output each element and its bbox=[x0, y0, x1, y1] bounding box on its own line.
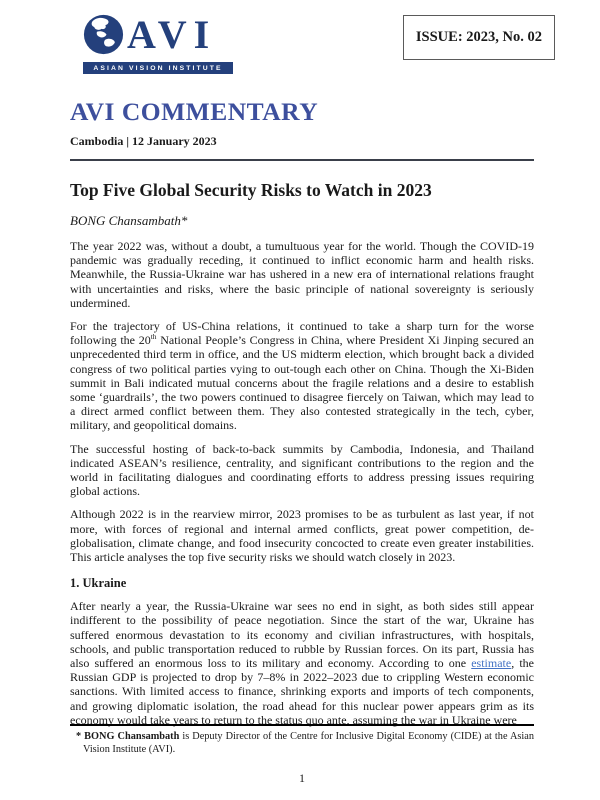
inline-link[interactable]: estimate bbox=[471, 656, 512, 671]
paragraph: The successful hosting of back-to-back summits by Cambodia, Indonesia, and Thailand indicated ASEAN’s resilience, centrality, and significant contributions to the region and the world in facilitating dialogues and coordinating efforts to address pressing issues requiring global actions. bbox=[70, 441, 534, 499]
paragraph: The year 2022 was, without a doubt, a tumultuous year for the world. Though the COVID-19 pandemic was gradually receding, it continued to inflict economic harm and health risks. Meanwhile, the Russia-Ukraine war has ushered in a new era of international relations fraught with uncertainties and risks, where the basic principle of national sovereignty is seriously undermined. bbox=[70, 239, 534, 310]
footnote-block bbox=[70, 724, 534, 757]
article-author: BONG Chansambath* bbox=[70, 213, 188, 228]
page-content bbox=[70, 0, 542, 800]
footnote-text: * BONG Chansambath is Deputy Director of the Centre for Inclusive Digital Economy (CIDE) at the Asian Vision Institute (AVI). bbox=[76, 731, 534, 755]
paragraph: Although 2022 is in the rearview mirror, 2023 promises to be as turbulent as last year, if not more, with forces of regional and internal armed conflicts, great power competition, de-globalisation, climate change, and food insecurity concocted to create even greater instabilities. This article analyses the top five security risks we should watch closely in 2023. bbox=[70, 507, 534, 565]
article-title: Top Five Global Security Risks to Watch in 2023 bbox=[70, 180, 432, 200]
page-number: 1 bbox=[299, 771, 305, 785]
logo-tagline: ASIAN VISION INSTITUTE bbox=[83, 62, 233, 74]
header bbox=[70, 0, 542, 74]
avi-logo bbox=[83, 14, 233, 74]
issue-number-box: ISSUE: 2023, No. 02 bbox=[403, 15, 555, 60]
footnote-rule bbox=[70, 724, 534, 726]
dateline: Cambodia | 12 January 2023 bbox=[70, 134, 217, 148]
paragraph: For the trajectory of US-China relations, it continued to take a sharp turn for the worse following the 20th National People’s Congress in China, where President Xi Jinping secured an unprecedented third term in office, and the US midterm election, which brought back a divided congress of two political parties vying to out-tough each other on China. Though the Xi-Biden summit in Bali indicated mutual concerns about the fragile relations and a desire to establish some ‘guardrails’, the two powers continued to disagree fiercely on Taiwan, which may lead to a direct armed conflict between them. They also contested strategically in the tech, cyber, military, and geopolitical domains. bbox=[70, 319, 535, 433]
logo-row bbox=[83, 14, 233, 60]
logo-acronym: AVI bbox=[127, 12, 217, 57]
masthead-title: AVI COMMENTARY bbox=[70, 97, 319, 126]
section-heading-ukraine: 1. Ukraine bbox=[70, 576, 127, 591]
paragraph: After nearly a year, the Russia-Ukraine war sees no end in sight, as both sides still appear indifferent to the possibility of peace negotiation. Since the start of the war, Ukraine has suffered enormous devastation to its economy and civilian infrastructures, with hospitals, schools, and public transportation reduced to rubble by Russian forces. On its part, Russia has also suffered an enormous loss to its military and economy. According to one estimate, the Russian GDP is projected to drop by 7–8% in 2022–2023 due to crippling Western economic sanctions. With limited access to finance, shrinking exports and imports of tech components, and growing diplomatic isolation, the road ahead for this nuclear power appears grim as its economy would take years to return to the status quo ante, assuming the war in Ukraine were bbox=[70, 599, 534, 727]
globe-asia-pacific-icon bbox=[83, 14, 124, 60]
header-rule bbox=[70, 159, 534, 161]
